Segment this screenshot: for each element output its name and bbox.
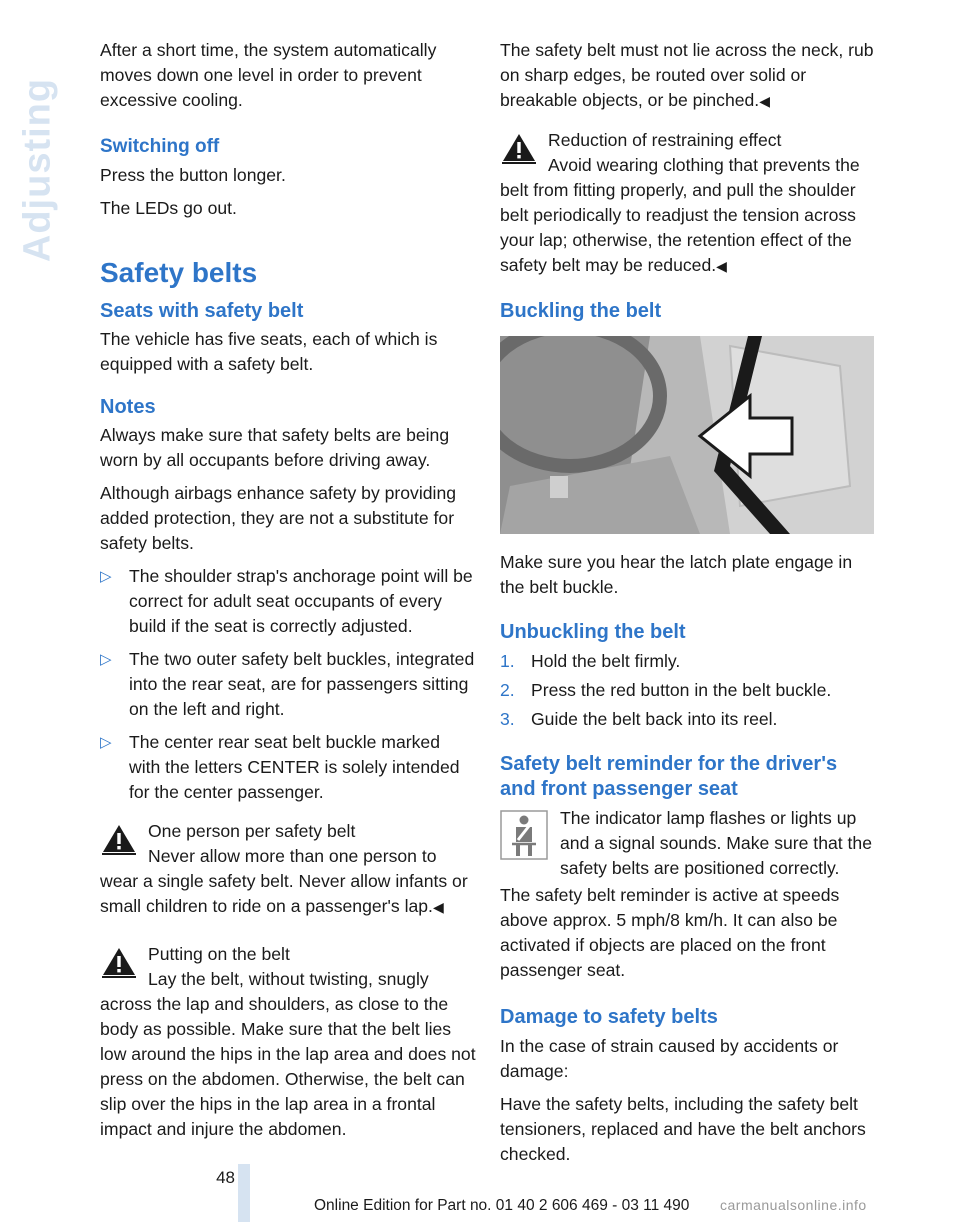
switching-off-text-1: Press the button longer.	[100, 165, 286, 185]
buckling-photo	[500, 336, 874, 534]
left-column	[100, 38, 476, 1150]
list-item-text: The center rear seat belt buckle marked with the letters CENTER is solely intended for the center passenger.	[129, 732, 460, 802]
step-number: 3.	[500, 709, 515, 729]
step-number: 1.	[500, 651, 515, 671]
watermark: carmanualsonline.info	[720, 1197, 867, 1213]
warning-text: Avoid wearing clothing that prevents the belt from fitting properly, and pull the shoulder belt periodically to readjust the tension across your lap; otherwise, the retention effect of the safety belt may be reduced.	[500, 155, 860, 275]
warning-triangle-icon	[102, 823, 136, 855]
buckling-caption: Make sure you hear the latch plate engage in the belt buckle.	[500, 552, 853, 597]
right-column	[500, 38, 876, 1175]
side-tab	[18, 40, 58, 300]
warning-restraining-effect	[500, 128, 876, 279]
damage-text-2: Have the safety belts, including the safety belt tensioners, replaced and have the belt anchors checked.	[500, 1094, 866, 1164]
unbuckling-heading: Unbuckling the belt	[500, 621, 686, 643]
belt-routing-text: The safety belt must not lie across the neck, rub on sharp edges, be routed over solid or breakable objects, or be pinched.	[500, 40, 874, 110]
notes-text-1: Always make sure that safety belts are being worn by all occupants before driving away.	[100, 425, 450, 470]
safety-belts-heading: Safety belts	[100, 257, 258, 288]
warning-triangle-icon	[502, 132, 536, 164]
warning-text: Lay the belt, without twisting, snugly across the lap and shoulders, as close to the body as possible. Make sure that the belt lies low around the hips in the lap area and does not press on the abdomen. Otherwise, the belt can slip over the hips in the lap area in a frontal impact and injure the abdomen.	[100, 969, 476, 1139]
end-marker: ◀	[716, 258, 727, 274]
belt-routing-paragraph	[500, 38, 876, 114]
switching-off-text-2: The LEDs go out.	[100, 198, 237, 218]
seats-text: The vehicle has five seats, each of which is equipped with a safety belt.	[100, 329, 438, 374]
list-item	[100, 647, 476, 722]
list-item	[500, 707, 876, 732]
reminder-indicator-text: The indicator lamp flashes or lights up and a signal sounds. Make sure that the safety belts are positioned correctly.	[560, 808, 872, 878]
reminder-indicator-block	[500, 806, 876, 881]
side-tab-label: Adjusting	[16, 77, 59, 263]
warning-title: One person per safety belt	[148, 821, 356, 841]
notes-bullet-list	[100, 564, 476, 805]
buckling-heading: Buckling the belt	[500, 300, 662, 322]
seats-heading: Seats with safety belt	[100, 300, 304, 322]
footer-accent-bar	[238, 1164, 250, 1222]
switching-off-heading: Switching off	[100, 136, 220, 157]
warning-title: Putting on the belt	[148, 944, 290, 964]
warning-title: Reduction of restraining effect	[548, 130, 782, 150]
list-item	[500, 649, 876, 674]
damage-heading: Damage to safety belts	[500, 1006, 718, 1028]
page-number: 48	[216, 1168, 235, 1187]
warning-one-person	[100, 819, 476, 920]
list-item-text: The shoulder strap's anchorage point will be correct for adult seat occupants of every build if the seat is correctly adjusted.	[129, 566, 473, 636]
reminder-text: The safety belt reminder is active at speeds above approx. 5 mph/8 km/h. It can also be activated if objects are placed on the front passenger seat.	[500, 885, 840, 980]
end-marker: ◀	[432, 899, 444, 915]
step-text: Guide the belt back into its reel.	[531, 709, 778, 729]
bullet-marker: ▷	[100, 568, 112, 585]
notes-text-2: Although airbags enhance safety by providing added protection, they are not a substitute for safety belts.	[100, 483, 457, 553]
warning-triangle-icon	[102, 946, 136, 978]
step-number: 2.	[500, 680, 515, 700]
reminder-heading: Safety belt reminder for the driver's and front passenger seat	[500, 753, 838, 800]
bullet-marker: ▷	[100, 651, 112, 668]
notes-heading: Notes	[100, 396, 156, 418]
footer-edition: Online Edition for Part no. 01 40 2 606 469 - 03 11 490	[314, 1197, 690, 1214]
warning-text: Never allow more than one person to wear a single safety belt. Never allow infants or small children to ride on a passenger's lap.	[100, 846, 468, 916]
step-text: Press the red button in the belt buckle.	[531, 680, 832, 700]
seat-belt-illustration	[500, 336, 874, 534]
list-item	[100, 730, 476, 805]
end-marker: ◀	[759, 93, 770, 109]
step-text: Hold the belt firmly.	[531, 651, 681, 671]
unbuckling-steps	[500, 649, 876, 732]
list-item	[500, 678, 876, 703]
list-item-text: The two outer safety belt buckles, integrated into the rear seat, are for passengers sitting on the left and right.	[129, 649, 475, 719]
list-item	[100, 564, 476, 639]
bullet-marker: ▷	[100, 734, 112, 751]
intro-paragraph: After a short time, the system automatically moves down one level in order to prevent excessive cooling.	[100, 40, 437, 110]
damage-text-1: In the case of strain caused by accidents or damage:	[500, 1036, 839, 1081]
warning-putting-on-belt	[100, 942, 476, 1142]
seat-belt-reminder-icon	[500, 810, 548, 860]
